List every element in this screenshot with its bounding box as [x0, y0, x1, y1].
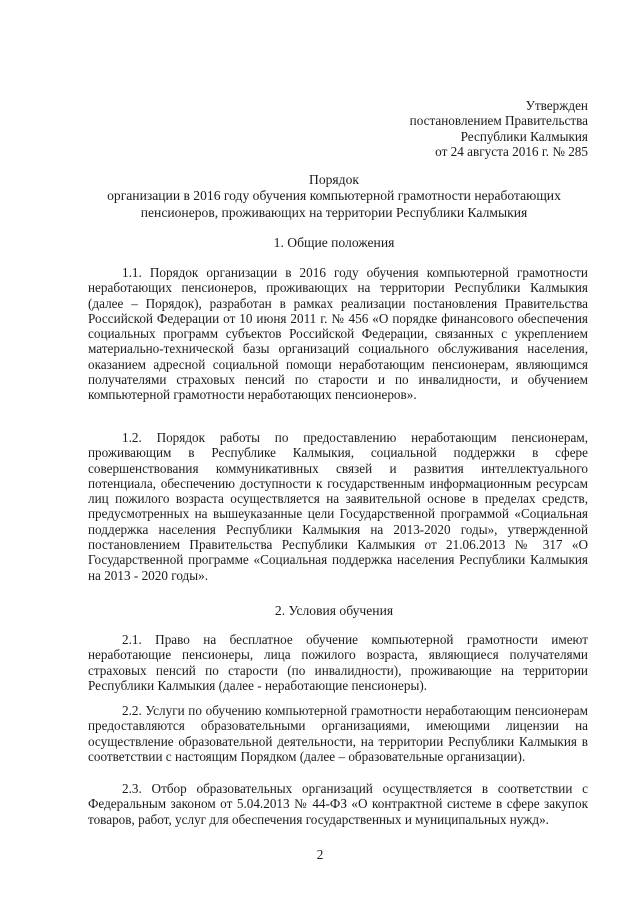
document-title [60, 172, 608, 221]
section-heading: 1. Общие положения [273, 235, 395, 250]
page-number: 2 [316, 847, 324, 862]
approval-line: Республики Калмыкия [460, 128, 588, 144]
paragraph: 1.1. Порядок организации в 2016 году обучения компьютерной грамотности неработающих пенсионеров, проживающих на территории Республики Калмыкия (далее – Порядок), разработан в рамках реализации постановления Правительства Российской Федерации от 10 июня 2011 г. № 456 «О порядке финансового обеспечения социальных программ субъектов Российской Федерации, связанных с укреплением материально-технической базы организаций социального обслуживания населения, оказанием адресной социальной помощи неработающим пенсионерам, являющимся получателями страховых пенсий по старости и по инвалидности, и обучением компьютерной грамотности неработающих пенсионеров». [88, 265, 588, 403]
title-line: организации в 2016 году обучения компьютерной грамотности неработающих [107, 188, 561, 204]
approval-line: постановлением Правительства [409, 113, 588, 129]
approval-line: от 24 августа 2016 г. № 285 [435, 143, 588, 159]
paragraph: 2.2. Услуги по обучению компьютерной грамотности неработающим пенсионерам предоставляются образовательными организациями, имеющими лицензии на осуществление образовательной деятельности, на территории Республики Калмыкия в соответствии с настоящим Порядком (далее – образовательные организации). [88, 703, 588, 764]
paragraph: 1.2. Порядок работы по предоставлению неработающим пенсионерам, проживающим в Республике Калмыкия, социальной поддержки в сфере совершенствования коммуникативных связей и развития интеллектуального потенциала, обеспечению доступности к государственным информационным ресурсам лиц пожилого возраста осуществляется на заявительной основе в пределах средств, предусмотренных на вышеуказанные цели Государственной программой «Социальная поддержка населения Республики Калмыкия на 2013-2020 годы», утвержденной постановлением Правительства Республики Калмыкия от 21.06.2013 № 317 «О Государственной программе «Социальная поддержка населения Республики Калмыкия на 2013 - 2020 годы». [88, 430, 588, 583]
title-line: Порядок [309, 172, 359, 187]
approval-line: Утвержден [525, 98, 588, 113]
approval-block [410, 98, 588, 159]
paragraph: 2.3. Отбор образовательных организаций осуществляется в соответствии с Федеральным законом от 5.04.2013 № 44-ФЗ «О контрактной системе в сфере закупок товаров, работ, услуг для обеспечения государственных и муниципальных нужд». [88, 781, 588, 827]
paragraph: 2.1. Право на бесплатное обучение компьютерной грамотности имеют неработающие пенсионеры, лица пожилого возраста, являющиеся получателями страховых пенсий по старости (по инвалидности), проживающие на территории Республики Калмыкия (далее - неработающие пенсионеры). [88, 632, 588, 693]
title-line: пенсионеров, проживающих на территории Республики Калмыкия [140, 204, 528, 220]
section-heading: 2. Условия обучения [274, 603, 394, 618]
